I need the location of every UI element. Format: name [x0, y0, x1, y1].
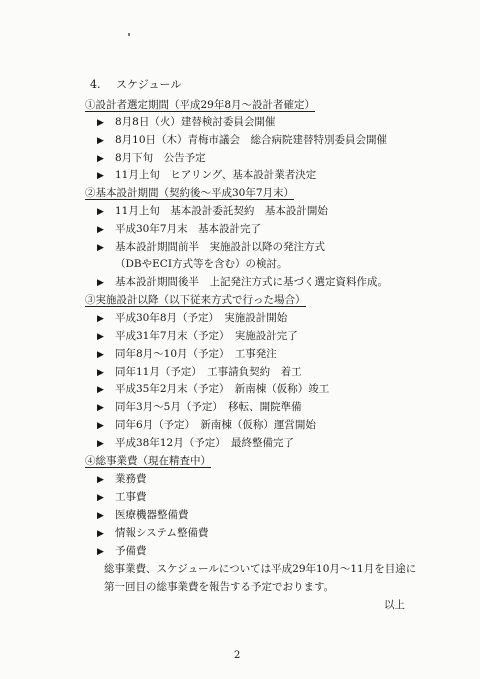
arrow-icon: ▶ [97, 439, 104, 449]
list-item: ▶ 11月上旬 基本設計委託契約 基本設計開始 [97, 205, 328, 217]
arrow-icon: ▶ [97, 350, 104, 360]
list-item: ▶ 平成38年12月（予定） 最終整備完了 [97, 437, 294, 449]
section-2-title: ②基本設計期間（契約後〜平成30年7月末） [85, 187, 295, 199]
list-item: ▶ 工事費 [97, 491, 147, 503]
arrow-icon: ▶ [97, 403, 104, 413]
list-item: ▶ 情報システム整備費 [97, 527, 209, 539]
arrow-icon: ▶ [97, 332, 104, 342]
arrow-icon: ▶ [97, 278, 104, 288]
list-item: ▶ 8月下旬 公告予定 [97, 152, 206, 164]
list-item: ▶ 8月8日（火）建替検討委員会開催 [97, 116, 276, 128]
list-item: ▶ 同年3月〜5月（予定） 移転、開院準備 [97, 401, 302, 413]
list-item-continuation: （DBやECI方式等を含む）の検討。 [115, 258, 288, 270]
arrow-icon: ▶ [97, 225, 104, 235]
arrow-icon: ▶ [97, 421, 104, 431]
list-item: ▶ 平成30年7月末 基本設計完了 [97, 223, 262, 235]
list-item: ▶ 8月10日（木）青梅市議会 総合病院建替特別委員会開催 [97, 134, 388, 146]
list-item: ▶ 平成31年7月末（予定） 実施設計完了 [97, 330, 298, 342]
list-item: ▶ 予備費 [97, 545, 147, 557]
section-1-title: ①設計者選定期間（平成29年8月〜設計者確定） [85, 99, 316, 111]
arrow-icon: ▶ [97, 368, 104, 378]
list-item: ▶ 同年8月〜10月（予定） 工事発注 [97, 348, 277, 360]
arrow-icon: ▶ [97, 136, 104, 146]
scan-speck [128, 33, 130, 36]
heading-title: スケジュール [116, 78, 182, 91]
arrow-icon: ▶ [97, 171, 104, 181]
arrow-icon: ▶ [97, 475, 104, 485]
page-number: 2 [234, 650, 241, 661]
list-item: ▶ 業務費 [97, 473, 147, 485]
section-3-title: ③実施設計以降（以下従来方式で行った場合） [85, 294, 306, 306]
list-item: ▶ 平成35年2月末（予定） 新南棟（仮称）竣工 [97, 383, 330, 395]
summary-line-2: 第一回目の総事業費を報告する予定でおります。 [104, 581, 335, 593]
list-item: ▶ 平成30年8月（予定） 実施設計開始 [97, 312, 288, 324]
arrow-icon: ▶ [97, 529, 104, 539]
list-item: ▶ 基本設計期間後半 上記発注方式に基づく選定資料作成。 [97, 276, 388, 288]
list-item: ▶ 11月上旬 ヒアリング、基本設計業者決定 [97, 169, 317, 181]
list-item: ▶ 同年6月（予定） 新南棟（仮称）運営開始 [97, 419, 316, 431]
arrow-icon: ▶ [97, 511, 104, 521]
summary-line-1: 総事業費、スケジュールについては平成29年10月〜11月を目途に [104, 563, 417, 575]
arrow-icon: ▶ [97, 547, 104, 557]
arrow-icon: ▶ [97, 314, 104, 324]
section-4-title: ④総事業費（現在精査中） [85, 455, 211, 467]
list-item: ▶ 基本設計期間前半 実施設計以降の発注方式 [97, 241, 325, 253]
arrow-icon: ▶ [97, 118, 104, 128]
list-item: ▶ 医療機器整備費 [97, 509, 189, 521]
heading-number: 4. [90, 78, 101, 91]
arrow-icon: ▶ [97, 154, 104, 164]
arrow-icon: ▶ [97, 207, 104, 217]
list-item: ▶ 同年11月（予定） 工事請負契約 着工 [97, 366, 302, 378]
arrow-icon: ▶ [97, 243, 104, 253]
section-heading [90, 76, 181, 92]
closing-text: 以上 [384, 599, 405, 611]
arrow-icon: ▶ [97, 493, 104, 503]
arrow-icon: ▶ [97, 385, 104, 395]
